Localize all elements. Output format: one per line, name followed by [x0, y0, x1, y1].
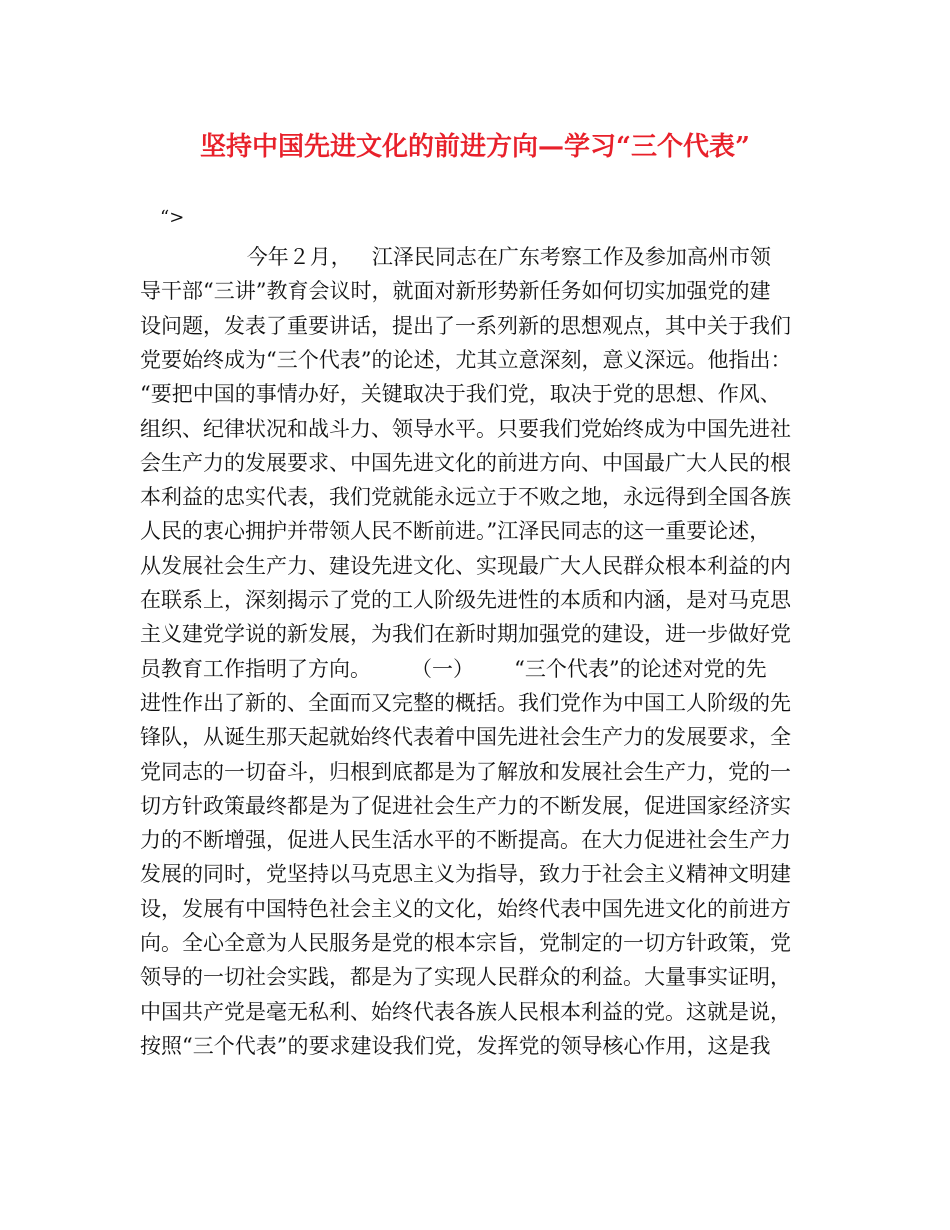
paragraph-line: 主义建党学说的新发展，为我们在新时期加强党的建设，进一步做好党 — [140, 622, 791, 647]
paragraph-line: 设，发展有中国特色社会主义的文化，始终代表中国先进文化的前进方 — [140, 896, 791, 921]
paragraph-line: 力的不断增强，促进人民生活水平的不断提高。在大力促进社会生产力 — [140, 828, 791, 853]
paragraph-line: 人民的衷心拥护并带领人民不断前进。”江泽民同志的这一重要论述， — [140, 519, 771, 544]
paragraph-line: 向。全心全意为人民服务是党的根本宗旨，党制定的一切方针政策，党 — [140, 931, 791, 955]
paragraph-line: 在联系上，深刻揭示了党的工人阶级先进性的本质和内涵，是对马克思 — [140, 588, 791, 612]
quote-marker: “> — [160, 207, 185, 228]
paragraph-line: 中国共产党是毫无私利、始终代表各族人民根本利益的党。这就是说， — [140, 999, 791, 1024]
paragraph-line: 党要始终成为“三个代表”的论述，尤其立意深刻，意义深远。他指出： — [140, 347, 792, 372]
paragraph-line: 会生产力的发展要求、中国先进文化的前进方向、中国最广大人民的根 — [140, 450, 791, 475]
paragraph-line: 设问题，发表了重要讲话，提出了一系列新的思想观点，其中关于我们 — [140, 313, 791, 338]
paragraph-line: 进性作出了新的、全面而又完整的概括。我们党作为中国工人阶级的先 — [140, 690, 791, 715]
paragraph-line: 切方针政策最终都是为了促进社会生产力的不断发展，促进国家经济实 — [140, 793, 791, 818]
document-title: 坚持中国先进文化的前进方向—学习“三个代表” — [200, 132, 750, 162]
paragraph-line: 员教育工作指明了方向。 （一） “三个代表”的论述对党的先 — [140, 656, 767, 681]
paragraph-line: “要把中国的事情办好，关键取决于我们党，取决于党的思想、作风、 — [140, 382, 781, 407]
paragraph-line: 从发展社会生产力、建设先进文化、实现最广大人民群众根本利益的内 — [140, 553, 791, 578]
paragraph-line: 党同志的一切奋斗，归根到底都是为了解放和发展社会生产力，党的一 — [140, 759, 791, 784]
paragraph-line: 锋队，从诞生那天起就始终代表着中国先进社会生产力的发展要求，全 — [140, 725, 791, 750]
paragraph-line: 今年２月， 江泽民同志在广东考察工作及参加高州市领 — [140, 245, 771, 269]
paragraph-line: 本利益的忠实代表，我们党就能永远立于不败之地，永远得到全国各族 — [140, 485, 791, 510]
paragraph-line: 组织、纪律状况和战斗力、领导水平。只要我们党始终成为中国先进社 — [140, 416, 791, 441]
paragraph-line: 导干部“三讲”教育会议时，就面对新形势新任务如何切实加强党的建 — [140, 279, 771, 304]
paragraph-line: 发展的同时，党坚持以马克思主义为指导，致力于社会主义精神文明建 — [140, 862, 791, 887]
paragraph-line: 按照“三个代表”的要求建设我们党，发挥党的领导核心作用，这是我 — [140, 1033, 771, 1058]
paragraph-line: 领导的一切社会实践，都是为了实现人民群众的利益。大量事实证明， — [140, 965, 791, 990]
